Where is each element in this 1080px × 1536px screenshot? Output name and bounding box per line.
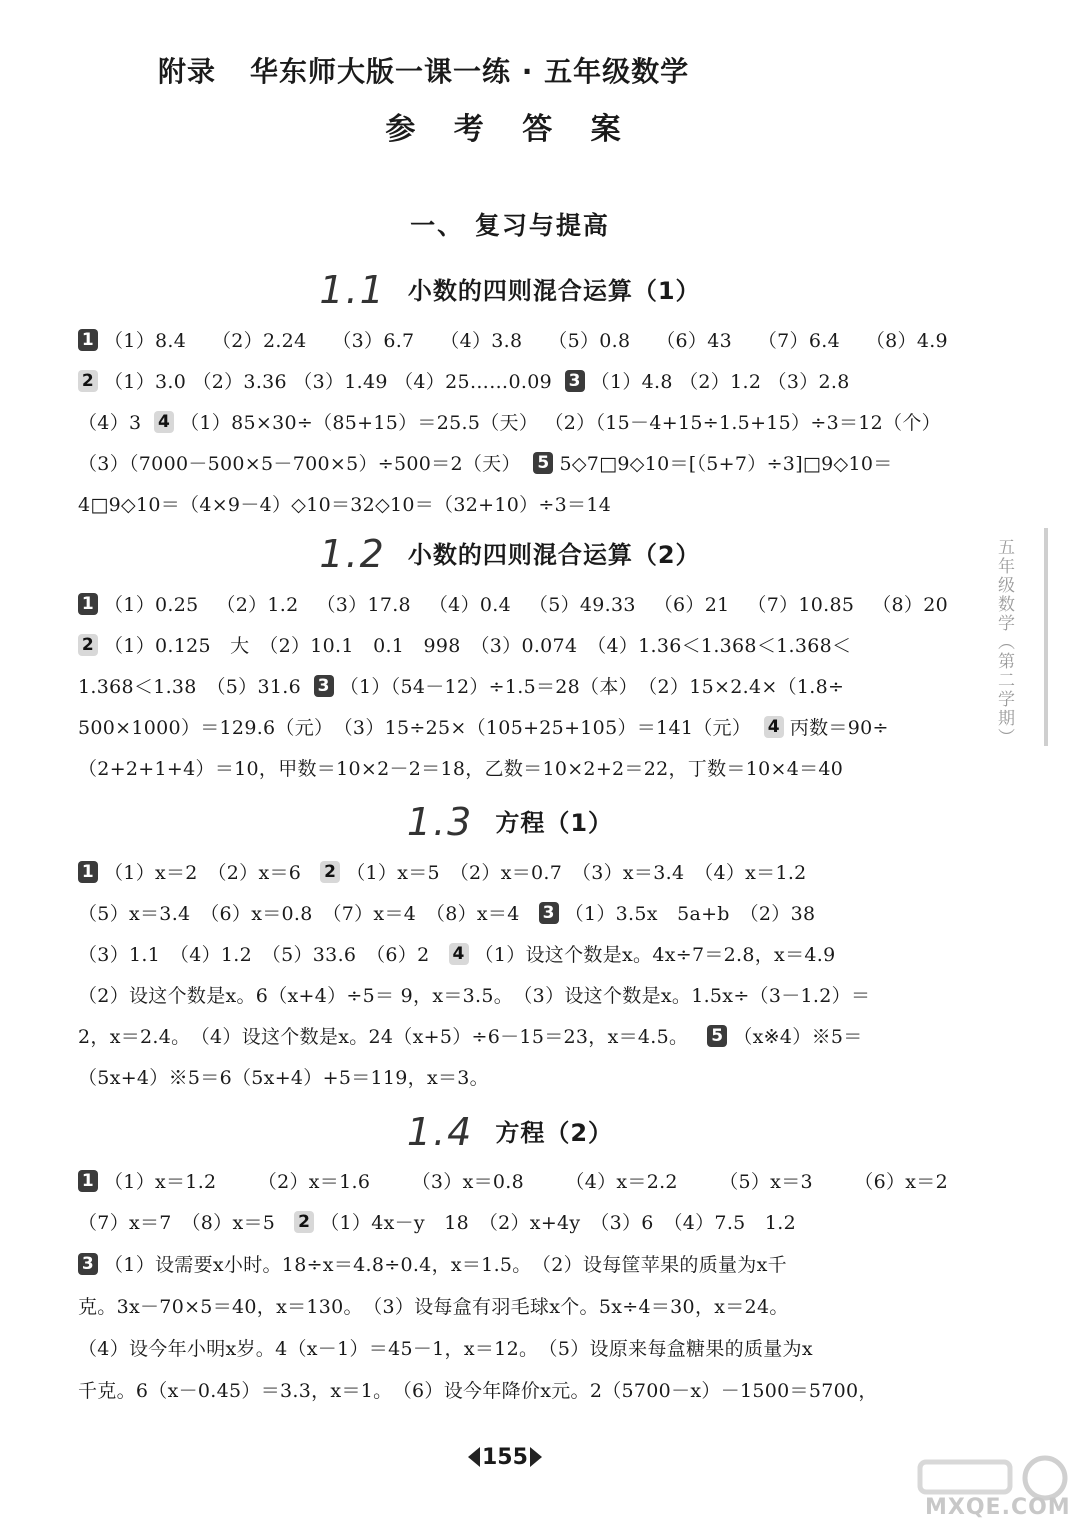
answer-line [78, 1290, 948, 1324]
answer-text: （1）85×30÷（85+15）＝25.5（天） （2）（15－4+15÷1.5+15）÷3＝12（个） [180, 412, 941, 434]
answer-text: （1）设这个数是x。4x÷7＝2.8，x＝4.9 [474, 944, 836, 966]
answer-text: 克。3x－70×5＝40，x＝130。 （3）设每盒有羽毛球x个。5x÷4＝30，x＝24。 [78, 1296, 789, 1318]
answer-text: （5）x＝3 [719, 1171, 813, 1193]
section-number: 1.1 [319, 268, 386, 312]
answer-text: 1.368＜1.38 （5）31.6 [78, 676, 301, 698]
answer-line [78, 752, 948, 786]
answer-text: （4）设今年小明x岁。4（x－1）＝45－1，x＝12。 （5）设原来每盒糖果的质量为x [78, 1338, 813, 1360]
answer-text: （1）x＝2 （2）x＝6 [104, 862, 302, 884]
answer-text: （5）x＝3.4 （6）x＝0.8 （7）x＝4 （8）x＝4 [78, 903, 520, 925]
section-number: 1.2 [319, 532, 386, 576]
page-number-text: 155 [482, 1444, 528, 1470]
answer-line [78, 897, 948, 931]
answer-text: （4）x＝2.2 [565, 1171, 678, 1193]
question-number-badge: 2 [78, 370, 98, 392]
answer-text: （1）3.0 （2）3.36 （3）1.49 （4）25……0.09 [104, 371, 552, 393]
answer-text: （2）1.2 [216, 594, 299, 616]
section-heading-1-4 [0, 1110, 1020, 1154]
answer-text: （1）设需要x小时。18÷x＝4.8÷0.4，x＝1.5。 （2）设每筐苹果的质量为x千 [104, 1254, 787, 1276]
answer-line [78, 447, 948, 481]
answer-text: （3）（7000－500×5－700×5）÷500＝2（天） [78, 453, 521, 475]
right-arrow-icon [530, 1447, 542, 1467]
page-number [468, 1440, 542, 1474]
answer-line [78, 1248, 948, 1282]
answer-text: 4□9◇10＝（4×9－4）◇10＝32◇10＝（32+10）÷3＝14 [78, 494, 612, 516]
answer-text: 2，x＝2.4。 （4）设这个数是x。24（x+5）÷6－15＝23，x＝4.5。 [78, 1026, 689, 1048]
answer-line [78, 856, 948, 890]
question-number-badge: 2 [320, 861, 340, 883]
question-number-badge: 2 [294, 1211, 314, 1233]
answer-text: （3）x＝0.8 [411, 1171, 525, 1193]
answer-line [78, 1206, 948, 1240]
answer-text: （3）6.7 [332, 330, 415, 352]
section-name: 小数的四则混合运算（1） [407, 277, 701, 305]
answer-text: （6）21 [653, 594, 730, 616]
answer-text: （1）4.8 （2）1.2 （3）2.8 [590, 371, 850, 393]
answer-text: （4）0.4 [428, 594, 511, 616]
answer-text: （2）设这个数是x。6（x+4）÷5＝ 9，x＝3.5。 （3）设这个数是x。1.5x÷（3－1.2）＝ [78, 985, 871, 1007]
answer-line [78, 588, 948, 622]
section-name: 小数的四则混合运算（2） [407, 541, 701, 569]
answer-text: 千克。6（x－0.45）＝3.3，x＝1。 （6）设今年降价x元。2（5700－x）－1500＝5700， [78, 1380, 878, 1402]
answer-line [78, 629, 948, 663]
side-tab-label: 五年级数学（第二学期） [994, 538, 1014, 747]
answer-text: （2）x＝1.6 [257, 1171, 371, 1193]
question-number-badge: 1 [78, 329, 98, 351]
question-number-badge: 5 [707, 1025, 727, 1047]
answer-text: （1）x＝1.2 [104, 1171, 217, 1193]
answer-text: （4）3.8 [440, 330, 523, 352]
question-number-badge: 4 [154, 411, 174, 433]
answer-line [78, 1374, 948, 1408]
answer-text: （1）3.5x 5a+b （2）38 [564, 903, 816, 925]
left-arrow-icon [468, 1447, 480, 1467]
answer-text: （1）8.4 [104, 330, 187, 352]
section-heading-1-1 [0, 268, 1020, 312]
answer-line [78, 711, 948, 745]
answer-line [78, 670, 948, 704]
question-number-badge: 1 [78, 1170, 98, 1192]
answer-text: （5）49.33 [528, 594, 636, 616]
answer-text: （7）x＝7 （8）x＝5 [78, 1212, 276, 1234]
question-number-badge: 4 [449, 943, 469, 965]
section-name: 方程（2） [495, 1119, 614, 1147]
answer-line [78, 1061, 948, 1095]
watermark-text: MXQE.COM [925, 1495, 1071, 1520]
answer-text: （2）2.24 [211, 330, 307, 352]
answer-text: 5◇7□9◇10＝[（5+7）÷3]□9◇10＝ [559, 453, 893, 475]
answer-line [78, 1020, 948, 1054]
answer-line [78, 938, 948, 972]
section-name: 方程（1） [495, 809, 614, 837]
question-number-badge: 2 [78, 634, 98, 656]
appendix-label: 附录 [158, 55, 217, 88]
answer-text: （1）x＝5 （2）x＝0.7 （3）x＝3.4 （4）x＝1.2 [346, 862, 807, 884]
question-number-badge: 3 [565, 370, 585, 392]
question-number-badge: 3 [78, 1253, 98, 1275]
section-heading-1-2 [0, 532, 1020, 576]
answer-text: （5）0.8 [548, 330, 631, 352]
answer-text: （x※4）※5＝ [733, 1026, 863, 1048]
answer-text: （4）3 [78, 412, 142, 434]
answer-line [78, 488, 948, 522]
answer-text: （1）（54－12）÷1.5＝28（本） （2）15×2.4×（1.8÷ [339, 676, 845, 698]
answer-text: （6）43 [656, 330, 732, 352]
answer-text: （2+2+1+4）＝10，甲数＝10×2－2＝18，乙数＝10×2+2＝22，丁数＝10×4＝40 [78, 758, 844, 780]
answer-line [78, 324, 948, 358]
answer-text: （8）4.9 [865, 330, 948, 352]
answer-text: （5x+4）※5＝6（5x+4）+5＝119，x＝3。 [78, 1067, 489, 1089]
answer-text: （7）6.4 [757, 330, 840, 352]
section-heading-1-3 [0, 800, 1020, 844]
question-number-badge: 3 [539, 902, 559, 924]
answer-text: （3）1.1 （4）1.2 （5）33.6 （6）2 [78, 944, 430, 966]
answer-line [78, 406, 948, 440]
question-number-badge: 3 [314, 675, 334, 697]
answer-text: （8）20 [872, 594, 948, 616]
section-number: 1.3 [406, 800, 474, 844]
book-title: 华东师大版一课一练 · 五年级数学 [250, 55, 690, 88]
chapter-title: 一、 复习与提高 [410, 211, 610, 240]
answer-line [78, 365, 948, 399]
answer-line [78, 1332, 948, 1366]
answer-text: 丙数＝90÷ [789, 717, 889, 739]
question-number-badge: 5 [533, 452, 553, 474]
page-title: 参 考 答 案 [385, 112, 635, 147]
question-number-badge: 1 [78, 593, 98, 615]
answer-text: （7）10.85 [747, 594, 855, 616]
answer-text: 500×1000）＝129.6（元） （3）15÷25×（105+25+105）＝141（元） [78, 717, 752, 739]
answer-text: （3）17.8 [316, 594, 411, 616]
section-number: 1.4 [406, 1110, 474, 1154]
answer-line [78, 979, 948, 1013]
question-number-badge: 4 [764, 716, 784, 738]
answer-text: （1）4x－y 18 （2）x+4y （3）6 （4）7.5 1.2 [320, 1212, 796, 1234]
question-number-badge: 1 [78, 861, 98, 883]
answer-text: （1）0.25 [104, 594, 199, 616]
answer-text: （6）x＝2 [854, 1171, 948, 1193]
answer-line [78, 1165, 948, 1199]
answer-text: （1）0.125 大 （2）10.1 0.1 998 （3）0.074 （4）1.36＜1.368＜1.368＜ [104, 635, 852, 657]
page-header [158, 50, 689, 90]
